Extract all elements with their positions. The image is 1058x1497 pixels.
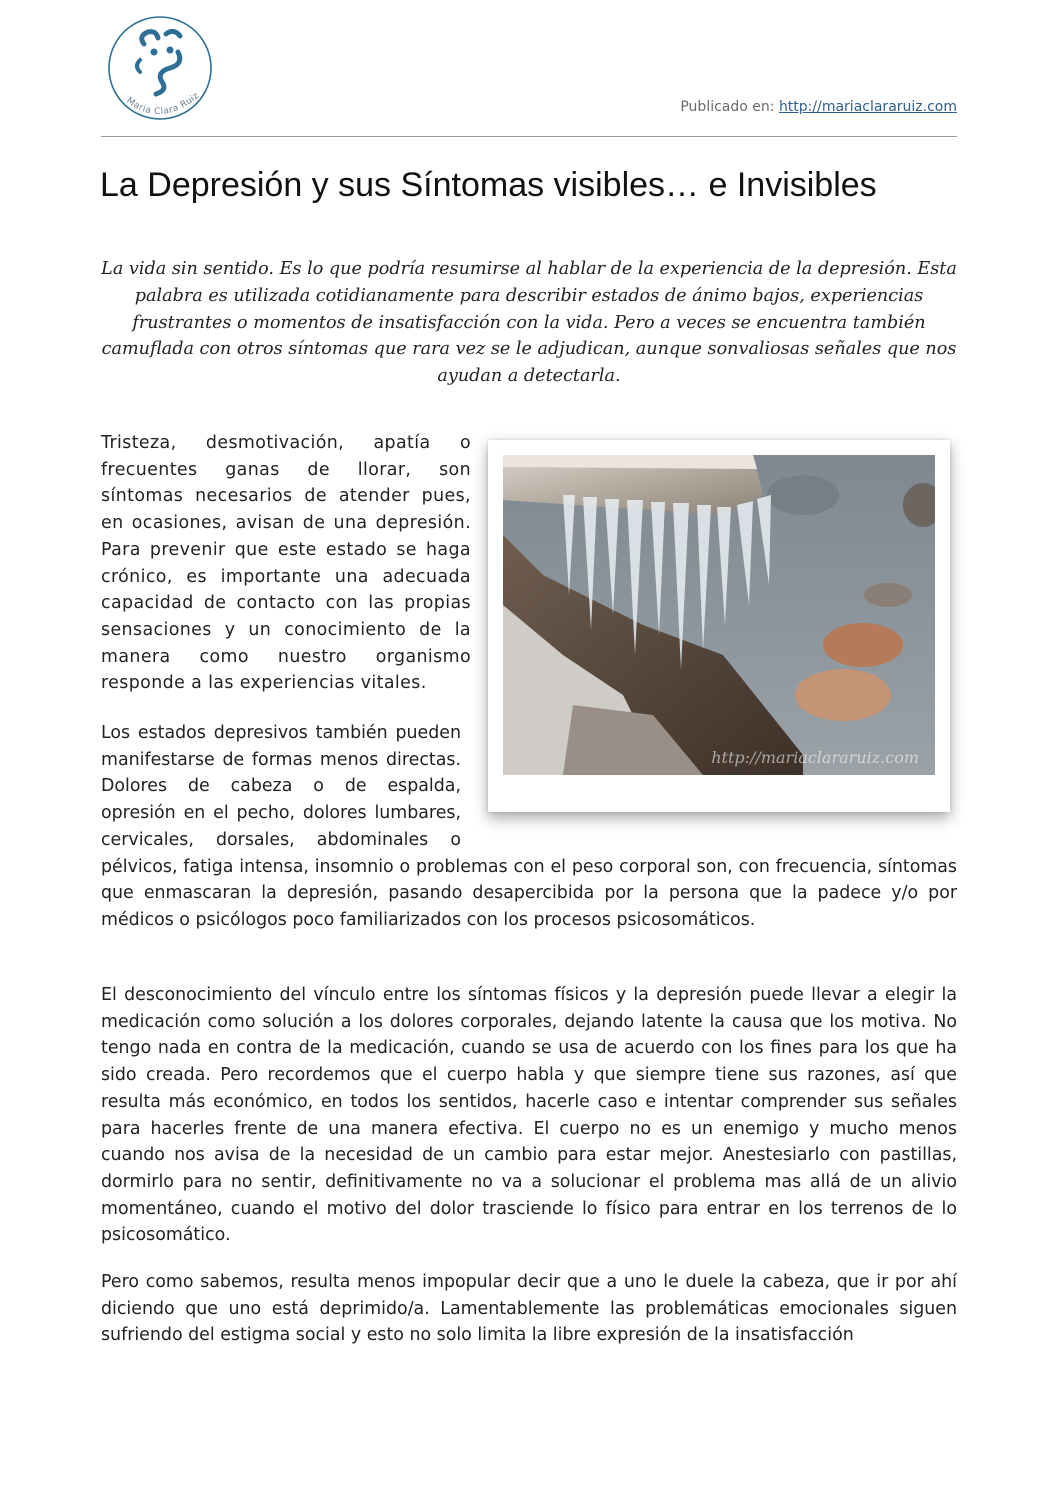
body-paragraph-4: Pero como sabemos, resulta menos impopular decir que a uno le duele la cabeza, que ir por ahí diciendo que uno está deprimido/a. Lamentablemente las problemáticas emocionales siguen sufriendo del estigma social y esto no solo limita la libre expresión de la insatisfacción	[101, 1272, 957, 1346]
photo-wrap-spacer	[461, 720, 957, 848]
header-divider	[101, 136, 957, 137]
page-title: La Depresión y sus Síntomas visibles… e Invisibles	[100, 166, 877, 204]
published-line	[680, 99, 957, 115]
logo	[104, 14, 216, 126]
body-paragraph-2: Los estados depresivos también pueden manifestarse de formas menos directas. Dolores de cabeza o de espalda, opresión en el pecho, dolores lumbares, cervicales, dorsales, abdominales o pélvicos, fatiga intensa, insomnio o problemas con el peso corporal son, con frecuencia, síntomas que enmascaran la depresión, pasando desapercibida por la persona que la padece y/o por médicos o psicólogos poco familiarizados con los procesos psicosomáticos.	[101, 723, 957, 930]
body-paragraph-3: El desconocimiento del vínculo entre los síntomas físicos y la depresión puede llevar a elegir la medicación como solución a los dolores corporales, dejando latente la causa que los motiva. No tengo nada en contra de la medicación, cuando se usa de acuerdo con los fines para los que ha sido creada. Pero recordemos que el cuerpo habla y que siempre tiene sus razones, así que resulta más económico, en todos los sentidos, hacerle caso e intentar comprender sus señales para hacerles frente de una manera efectiva. El cuerpo no es un enemigo y mucho menos cuando nos avisa de la necesidad de un cambio para estar mejor. Anestesiarlo con pastillas, dormirlo para no sentir, definitivamente no va a solucionar el problema mas allá de un alivio momentáneo, cuando el motivo del dolor trasciende lo físico para entrar en los terrenos de lo psicosomático.	[101, 985, 957, 1246]
svg-text:Maria Clara Ruiz: Maria Clara Ruiz	[124, 90, 202, 118]
image-watermark: http://mariaclararuiz.com	[711, 748, 919, 767]
body-paragraph-2-block	[101, 720, 957, 934]
intro-paragraph: La vida sin sentido. Es lo que podría resumirse al hablar de la experiencia de la depresión. Esta palabra es utilizada cotidianamente para describir estados de ánimo bajos, experiencias frustrantes o momentos de insatisfacción con la vida. Pero a veces se encuentra también camuflada con otros síntomas que rara vez se le adjudican, aunque sonvaliosas señales que nos ayudan a detectarla.	[101, 259, 957, 387]
published-link[interactable]: http://mariaclararuiz.com	[778, 99, 957, 115]
logo-emblem-icon	[104, 14, 216, 126]
body-paragraph-1: Tristeza, desmotivación, apatía o frecuentes ganas de llorar, son síntomas necesarios de atender pues, en ocasiones, avisan de una depresión. Para prevenir que este estado se haga crónico, es importante una adecuada capacidad de contacto con las propias sensaciones y un conocimiento de la manera como nuestro organismo responde a las experiencias vitales.	[101, 433, 471, 694]
published-label: Publicado en:	[680, 99, 775, 115]
